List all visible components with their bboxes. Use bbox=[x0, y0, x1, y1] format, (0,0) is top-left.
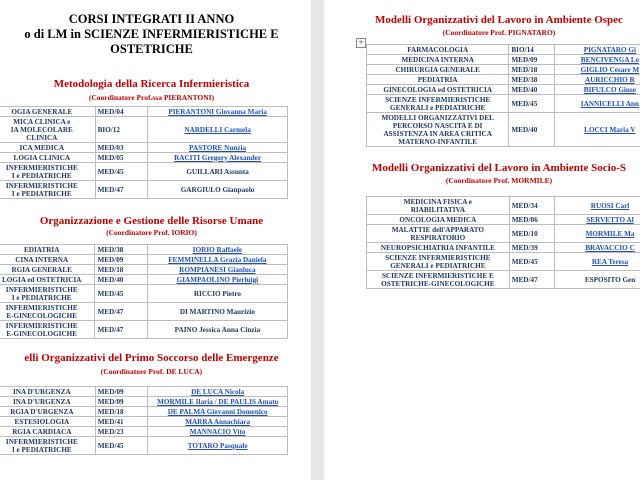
table-row bbox=[367, 197, 640, 215]
course-subject-cell bbox=[0, 143, 95, 153]
course-subject-cell bbox=[367, 55, 509, 65]
course-teacher-cell bbox=[147, 255, 287, 265]
table-row bbox=[0, 427, 288, 437]
table-row bbox=[0, 285, 288, 303]
course-subject: INA D'URGENZA bbox=[12, 397, 71, 406]
course-teacher: PAINO Jessica Anna Cinzia bbox=[174, 325, 261, 334]
document-page-right bbox=[324, 0, 640, 480]
course-teacher-cell bbox=[554, 95, 640, 113]
course-subject: SCIENZE INFERMIERISTICHE E OSTETRICHE-GINECOLOGICHE bbox=[381, 271, 495, 288]
course-code: MED/38 bbox=[97, 245, 124, 254]
course-code: MED/06 bbox=[511, 215, 538, 224]
course-teacher-cell bbox=[148, 117, 288, 143]
course-teacher-cell bbox=[148, 143, 288, 153]
document-page-left bbox=[0, 0, 311, 480]
section-title: Metodologia della Ricerca Infermieristica bbox=[53, 78, 250, 90]
course-code: MED/45 bbox=[511, 99, 538, 108]
table-row bbox=[367, 65, 640, 75]
course-teacher[interactable]: MORMILE Ilaria / DE PAULIS Amato bbox=[157, 397, 279, 406]
table-row bbox=[367, 75, 640, 85]
course-teacher-cell bbox=[555, 271, 640, 289]
course-subject: MEDICINA FISICA e RIABILITATIVA bbox=[403, 197, 472, 214]
course-subject-cell bbox=[0, 245, 95, 255]
course-subject: ESTESIOLOGIA bbox=[14, 417, 70, 426]
table-row bbox=[0, 437, 288, 455]
header-line-2: o di LM in SCIENZE INFERMIERISTICHE E bbox=[24, 27, 279, 41]
header-line-3: OSTETRICHE bbox=[110, 42, 193, 56]
course-teacher[interactable]: MORMILE Ma bbox=[585, 229, 635, 238]
course-teacher-cell bbox=[148, 427, 288, 437]
document-header bbox=[0, 12, 311, 57]
course-code-cell bbox=[95, 143, 148, 153]
course-subject-cell bbox=[367, 243, 510, 253]
course-code: BIO/12 bbox=[97, 125, 120, 134]
course-subject: MODELLI ORGANIZZATIVI DEL PERCORSO NASCITA E DI ASSISTENZA IN AREA CRITICA MATERNO-INFANTILE bbox=[381, 113, 494, 146]
course-code-cell bbox=[95, 153, 148, 163]
course-code: MED/04 bbox=[97, 107, 124, 116]
course-subject: ONCOLOGIA MEDICA bbox=[399, 215, 477, 224]
course-code-cell bbox=[95, 117, 148, 143]
table-row bbox=[0, 117, 288, 143]
course-subject: EDIATRIA bbox=[24, 245, 60, 254]
course-subject-cell bbox=[0, 397, 95, 407]
course-subject-cell bbox=[0, 153, 95, 163]
course-subject-cell bbox=[0, 437, 95, 455]
course-subject-cell bbox=[0, 275, 95, 285]
course-teacher-cell bbox=[147, 275, 287, 285]
course-teacher[interactable]: MANNACIO Vito bbox=[189, 427, 246, 436]
course-subject: CINA INTERNA bbox=[15, 255, 69, 264]
course-teacher-cell bbox=[148, 181, 288, 199]
table-row bbox=[0, 303, 288, 321]
course-teacher-cell bbox=[147, 303, 287, 321]
course-subject: RGIA CARDIACA bbox=[12, 427, 72, 436]
course-table bbox=[0, 244, 288, 339]
table-row bbox=[367, 113, 640, 147]
table-row bbox=[367, 271, 640, 289]
table-row bbox=[0, 245, 288, 255]
course-table bbox=[366, 44, 640, 147]
course-code-cell bbox=[95, 427, 148, 437]
course-subject-cell bbox=[367, 225, 510, 243]
course-subject: INFERMIERISTICHE E-GINECOLOGICHE bbox=[5, 321, 78, 338]
course-code: MED/03 bbox=[97, 143, 124, 152]
course-teacher-cell bbox=[147, 285, 287, 303]
course-code: MED/38 bbox=[511, 75, 538, 84]
course-subject: RGIA GENERALE bbox=[11, 265, 72, 274]
course-teacher-cell bbox=[555, 243, 640, 253]
course-subject-cell bbox=[367, 253, 510, 271]
course-teacher[interactable]: LOCCI Maria V bbox=[584, 125, 636, 134]
course-code-cell bbox=[95, 407, 148, 417]
course-subject: MEDICINA INTERNA bbox=[401, 55, 474, 64]
course-teacher[interactable]: PASTORE Nunzia bbox=[189, 143, 247, 152]
course-teacher-cell bbox=[148, 153, 288, 163]
table-row bbox=[0, 163, 288, 181]
course-code: MED/09 bbox=[97, 387, 124, 396]
table-row bbox=[367, 215, 640, 225]
course-subject: LOGIA CLINICA bbox=[13, 153, 71, 162]
course-teacher[interactable]: TOTARO Pasquale bbox=[187, 441, 248, 450]
table-row bbox=[367, 253, 640, 271]
course-subject: INFERMIERISTICHE E-GINECOLOGICHE bbox=[5, 303, 78, 320]
move-handle-icon[interactable]: + bbox=[356, 38, 366, 48]
course-subject: SCIENZE INFERMIERISTICHE GENERALI e PEDIATRICHE bbox=[385, 253, 491, 270]
table-row bbox=[367, 243, 640, 253]
course-teacher[interactable]: GIGLIO Cesare M bbox=[580, 65, 640, 74]
course-subject-cell bbox=[0, 285, 95, 303]
table-row bbox=[0, 321, 288, 339]
course-teacher-cell bbox=[554, 85, 640, 95]
course-teacher[interactable]: MARRA Annachiara bbox=[185, 417, 251, 426]
table-row bbox=[0, 275, 288, 285]
course-subject: INFERMIERISTICHE I e PEDIATRICHE bbox=[5, 437, 78, 454]
course-code-cell bbox=[95, 255, 147, 265]
course-teacher: GUILLARI Assunta bbox=[186, 167, 249, 176]
course-teacher[interactable]: BENCIVENGA Le bbox=[580, 55, 639, 64]
course-code: MED/45 bbox=[511, 257, 538, 266]
course-teacher[interactable]: RACITI Gregory Alexander bbox=[174, 153, 262, 162]
course-code: MED/18 bbox=[511, 65, 538, 74]
section-title: Modelli Organizzativi del Lavoro in Ambiente Ospec bbox=[375, 14, 623, 26]
course-subject-cell bbox=[367, 85, 509, 95]
course-code: MED/23 bbox=[97, 427, 124, 436]
course-subject-cell bbox=[367, 215, 510, 225]
course-code: MED/40 bbox=[511, 125, 538, 134]
table-row bbox=[0, 417, 288, 427]
course-subject: MALATTIE dell'APPARATO RESPIRATORIO bbox=[391, 225, 485, 242]
section-title: elli Organizzativi del Primo Soccorso delle Emergenze bbox=[24, 352, 279, 364]
course-code-cell bbox=[95, 245, 147, 255]
course-teacher: ESPOSITO Gen bbox=[584, 275, 636, 284]
course-code-cell bbox=[95, 321, 147, 339]
course-teacher[interactable]: GIAMPAOLINO Pierluigi bbox=[176, 275, 259, 284]
table-row bbox=[367, 45, 640, 55]
table-row bbox=[0, 255, 288, 265]
header-line-1: CORSI INTEGRATI II ANNO bbox=[68, 12, 235, 26]
table-row bbox=[367, 55, 640, 65]
course-teacher-cell bbox=[148, 437, 288, 455]
course-teacher-cell bbox=[555, 253, 640, 271]
course-code-cell bbox=[95, 163, 148, 181]
course-subject: CHIRURGIA GENERALE bbox=[395, 65, 480, 74]
course-code: MED/47 bbox=[97, 185, 124, 194]
course-code-cell bbox=[95, 387, 148, 397]
course-subject: LOGIA ed OSTETRICIA bbox=[1, 275, 82, 284]
table-row bbox=[0, 153, 288, 163]
course-subject: GINECOLOGIA ed OSTETRICIA bbox=[383, 85, 493, 94]
course-code: MED/40 bbox=[511, 85, 538, 94]
course-code-cell bbox=[509, 55, 554, 65]
table-row bbox=[0, 407, 288, 417]
section-coordinator: (Coordinatore Prof. DE LUCA) bbox=[100, 367, 203, 376]
course-subject-cell bbox=[0, 427, 95, 437]
course-code: MED/09 bbox=[97, 397, 124, 406]
course-code: MED/34 bbox=[511, 201, 538, 210]
course-subject: INFERMIERISTICHE I e PEDIATRICHE bbox=[5, 163, 78, 180]
course-subject: SCIENZE INFERMIERISTICHE GENERALI e PEDIATRICHE bbox=[385, 95, 491, 112]
course-teacher-cell bbox=[148, 397, 288, 407]
course-teacher-cell bbox=[554, 55, 640, 65]
course-code: MED/09 bbox=[97, 255, 124, 264]
course-code-cell bbox=[95, 285, 147, 303]
course-teacher-cell bbox=[554, 113, 640, 147]
course-subject: MICA CLINICA e IA MOLECOLARE CLINICA bbox=[10, 117, 73, 142]
course-code-cell bbox=[509, 215, 554, 225]
course-code-cell bbox=[509, 253, 554, 271]
course-teacher: RICCIO Pietro bbox=[193, 289, 242, 298]
course-subject-cell bbox=[0, 163, 95, 181]
course-teacher-cell bbox=[148, 107, 288, 117]
course-subject-cell bbox=[0, 107, 95, 117]
course-code: MED/45 bbox=[97, 441, 124, 450]
course-teacher[interactable]: BIFULCO Giuse bbox=[583, 85, 636, 94]
section-coordinator: (Coordinatore Prof. MORMILE) bbox=[445, 176, 553, 185]
section-coordinator: (Coordinatore Prof. PIGNATARO) bbox=[442, 28, 556, 37]
course-code-cell bbox=[509, 75, 554, 85]
course-code-cell bbox=[95, 265, 147, 275]
course-teacher-cell bbox=[555, 215, 640, 225]
course-code-cell bbox=[95, 275, 147, 285]
course-teacher[interactable]: SERVETTO Al bbox=[586, 215, 634, 224]
table-row bbox=[367, 85, 640, 95]
course-code-cell bbox=[509, 85, 554, 95]
course-code: MED/18 bbox=[97, 407, 124, 416]
course-subject-cell bbox=[367, 65, 509, 75]
course-subject-cell bbox=[0, 407, 95, 417]
course-code: MED/18 bbox=[97, 265, 124, 274]
table-row bbox=[0, 107, 288, 117]
section-coordinator: (Coordinatore Prof. IORIO) bbox=[106, 228, 197, 237]
course-subject-cell bbox=[367, 197, 510, 215]
course-code-cell bbox=[509, 271, 554, 289]
course-teacher-cell bbox=[147, 265, 287, 275]
course-teacher-cell bbox=[148, 407, 288, 417]
course-teacher[interactable]: AURICCHIO R bbox=[585, 75, 635, 84]
course-subject: OGIA GENERALE bbox=[11, 107, 73, 116]
course-subject-cell bbox=[0, 387, 95, 397]
section-title: Organizzazione e Gestione delle Risorse Umane bbox=[39, 215, 264, 227]
course-code-cell bbox=[95, 437, 148, 455]
section-coordinator: (Coordinatore Prof.ssa PIERANTONI) bbox=[88, 93, 215, 102]
course-subject: NEUROPSICHIATRIA INFANTILE bbox=[380, 243, 495, 252]
course-teacher-cell bbox=[148, 163, 288, 181]
course-code: MED/47 bbox=[511, 275, 538, 284]
course-teacher[interactable]: PIERANTONI Giovanna Maria bbox=[168, 107, 267, 116]
course-teacher-cell bbox=[555, 225, 640, 243]
course-code-cell bbox=[509, 197, 554, 215]
course-code: MED/05 bbox=[97, 153, 124, 162]
course-teacher-cell bbox=[554, 75, 640, 85]
course-subject: RGIA D'URGENZA bbox=[10, 407, 74, 416]
course-teacher[interactable]: IORIO Raffaele bbox=[192, 245, 243, 254]
table-row bbox=[0, 143, 288, 153]
course-subject-cell bbox=[0, 181, 95, 199]
course-teacher[interactable]: IANNICELLI Ann bbox=[580, 99, 639, 108]
course-code: MED/47 bbox=[97, 325, 124, 334]
course-code: MED/10 bbox=[511, 229, 538, 238]
course-teacher-cell bbox=[148, 417, 288, 427]
course-code: MED/40 bbox=[97, 275, 124, 284]
course-teacher[interactable]: PIGNATARO Gi bbox=[583, 45, 636, 54]
course-teacher: DI MARTINO Maurizio bbox=[179, 307, 256, 316]
course-table bbox=[0, 106, 288, 199]
course-subject: INA D'URGENZA bbox=[12, 387, 71, 396]
course-code: MED/39 bbox=[511, 243, 538, 252]
course-code-cell bbox=[95, 397, 148, 407]
course-teacher-cell bbox=[147, 245, 287, 255]
course-code-cell bbox=[509, 113, 554, 147]
course-subject-cell bbox=[367, 75, 509, 85]
course-code-cell bbox=[95, 107, 148, 117]
course-teacher-cell bbox=[554, 65, 640, 75]
table-row bbox=[367, 225, 640, 243]
course-teacher-cell bbox=[555, 197, 640, 215]
course-subject: INFERMIERISTICHE I e PEDIATRICHE bbox=[5, 285, 78, 302]
course-code: MED/45 bbox=[97, 289, 124, 298]
course-teacher-cell bbox=[554, 45, 640, 55]
course-subject-cell bbox=[367, 271, 510, 289]
course-subject: FARMACOLOGIA bbox=[407, 45, 469, 54]
course-subject-cell bbox=[0, 417, 95, 427]
course-code-cell bbox=[509, 65, 554, 75]
course-code-cell bbox=[509, 225, 554, 243]
course-teacher[interactable]: REA Teresa bbox=[591, 257, 629, 266]
course-subject-cell bbox=[0, 321, 95, 339]
table-row bbox=[0, 387, 288, 397]
course-teacher-cell bbox=[147, 321, 287, 339]
course-subject-cell bbox=[0, 255, 95, 265]
course-teacher[interactable]: FEMMINELLA Grazia Daniela bbox=[168, 255, 267, 264]
course-code: MED/45 bbox=[97, 167, 124, 176]
course-teacher[interactable]: NARDELLI Carmela bbox=[184, 125, 251, 134]
course-code: MED/47 bbox=[97, 307, 124, 316]
course-code-cell bbox=[95, 181, 148, 199]
course-teacher[interactable]: ROMPIANESI Gianluca bbox=[179, 265, 256, 274]
course-teacher: GARGIULO Gianpaolo bbox=[180, 185, 255, 194]
course-code: MED/09 bbox=[511, 55, 538, 64]
table-row bbox=[0, 265, 288, 275]
course-teacher[interactable]: BRAVACCIO C bbox=[585, 243, 635, 252]
course-subject: PEDIATRIA bbox=[417, 75, 458, 84]
course-subject-cell bbox=[367, 45, 509, 55]
course-subject-cell bbox=[0, 265, 95, 275]
course-code-cell bbox=[509, 45, 554, 55]
course-subject-cell bbox=[0, 117, 95, 143]
course-table bbox=[366, 196, 640, 289]
table-row bbox=[367, 95, 640, 113]
course-code-cell bbox=[509, 243, 554, 253]
course-code: BIO/14 bbox=[511, 45, 534, 54]
course-teacher[interactable]: DE LUCA Nicola bbox=[191, 387, 245, 396]
table-row bbox=[0, 397, 288, 407]
course-subject-cell bbox=[0, 303, 95, 321]
table-row bbox=[0, 181, 288, 199]
course-teacher[interactable]: DE PALMA Giovanni Domenico bbox=[167, 407, 268, 416]
course-code-cell bbox=[95, 417, 148, 427]
course-subject: INFERMIERISTICHE I e PEDIATRICHE bbox=[5, 181, 78, 198]
course-code-cell bbox=[95, 303, 147, 321]
course-code-cell bbox=[509, 95, 554, 113]
section-title: Modelli Organizzativi del Lavoro in Ambiente Socio-S bbox=[371, 162, 626, 174]
course-subject-cell bbox=[367, 95, 509, 113]
course-teacher[interactable]: RUOSI Carl bbox=[590, 201, 630, 210]
course-teacher-cell bbox=[148, 387, 288, 397]
course-table bbox=[0, 386, 288, 455]
course-subject: ICA MEDICA bbox=[19, 143, 65, 152]
course-subject-cell bbox=[367, 113, 509, 147]
course-code: MED/41 bbox=[97, 417, 124, 426]
